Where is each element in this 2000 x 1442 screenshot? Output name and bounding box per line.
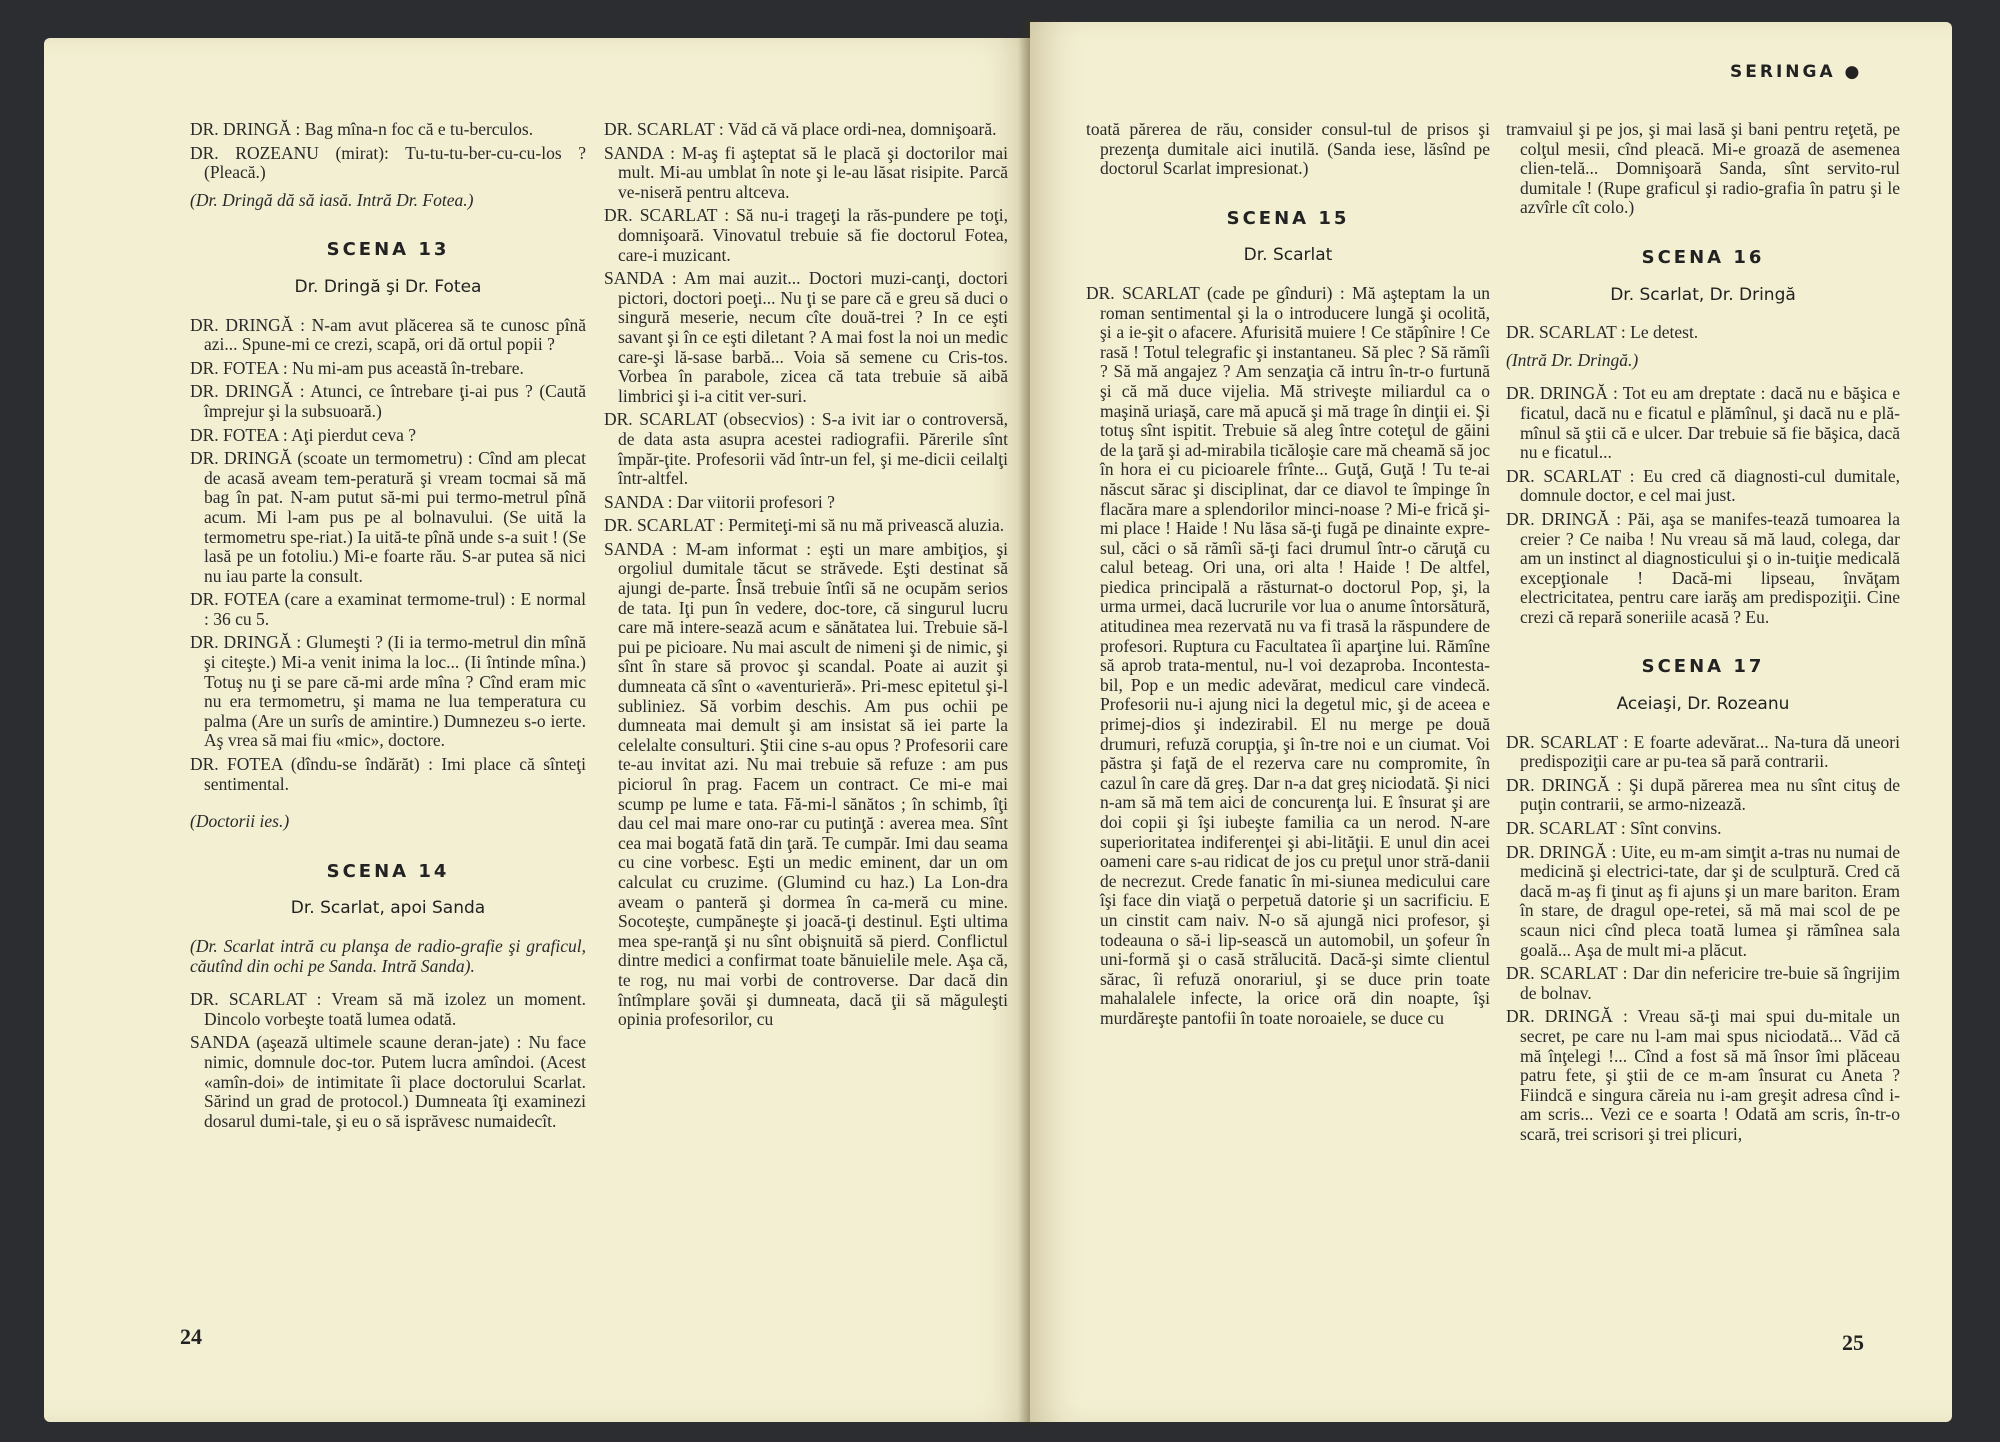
paragraph: DR. DRINGĂ : Glumeşti ? (Ii ia termo-metrul din mînă şi citeşte.) Mi-a venit inima la loc... (Ii întinde mîna.) Totuş nu ţi se pare că-mi arde mîna ? Cînd eram mic nu era termometru, şi mama ne lua temperatura cu palma (Are un surîs de amintire.) Dumnezeu s-o ierte. Aş vrea să mai fiu «mic», doctore. — [190, 632, 586, 751]
paragraph: DR. ROZEANU (mirat): Tu-tu-tu-ber-cu-cu-los ? (Pleacă.) — [190, 142, 586, 183]
paragraph: DR. DRINGĂ : Uite, eu m-am simţit a-tras nu numai de medicină şi electrici-tate, dar şi de sculptură. Cred că dacă m-aş fi ţinut aş fi ajuns şi un mare bariton. Eram în stare, de dragul ope-retei, să mă mai scol de pe scaun nici cînd pleca toată lumea şi rămînea sala goală... Aşa de mult mi-a plăcut. — [1506, 841, 1900, 960]
scene-characters: Dr. Scarlat, apoi Sanda — [290, 898, 486, 919]
left-column-2 — [604, 120, 1008, 1034]
scene-characters: Dr. Scarlat, Dr. Dringă — [1610, 284, 1796, 305]
paragraph: DR. DRINGĂ : Vreau să-ţi mai spui du-mitale un secret, pe care nu l-am mai spus niciodată... Văd că mă înţelegi !... Cînd a fost să mă însor îmi plăceau patru fete, şi ştii de ce m-am însurat cu Aneta ? Fiindcă e singura căreia nu i-am greşit adresa cînd i-am scris... Vezi ce e soarta ! Odată am scris, în-tr-o scară, trei scrisori şi trei plicuri, — [1506, 1006, 1900, 1144]
paragraph: DR. SCARLAT (cade pe gînduri) : Mă aşteptam la un roman sentimental şi la o introducere lungă şi ocolită, şi a ie-şit o afacere. Afurisită muiere ! Ce stăpînire ! Ce rasă ! Totul telegrafic şi instantaneu. Să plec ? Să rămîi ? Să mă angajez ? Am senzaţia că intru în-tr-o furtună şi că mă duce vijelia. Mă striveşte miliardul ca o maşină uriaşă, care mă apucă şi mă trage în dinţii ei. Şi totuş sînt ispitit. Trebuie să aleg între coteţul de găini de la ţară şi ad-mirabila ticăloşie care mă cheamă să joc în hora ei cu picioarele frînte... Guţă, Guţă ! Tu te-ai născut sărac şi disciplinat, dar ce diavol te împinge în flacăra mare a splendorilor minci-noase ? Mi-e frică şi-mi place ! Haide ! Nu lăsa să-ţi fugă pe dinainte expre-sul, căci o să rămîi să-ţi faci drumul într-o căruţă cu calul beteag. Ori una, ori alta ! Haide ! De altfel, piedica principală a răsturnat-o doctorul Pop, şi, la urma urmei, dacă lucrurile vor lua o anume întorsătură, atitudinea mea rezervată nu va fi trasă la răspundere de profesori. Ruptura cu Facultatea îi aparţine lui. Rămîne să aprob trata-mentul, nu-l voi dezaproba. Incontesta-bil, Pop e un medic adevărat, medicul care vindecă. Profesorii nu-i ajung nici la degetul mic, şi de aceea e primej-dios şi indezirabil. El nu merge pe două drumuri, refuză corupţia, şi în-tre noi e un ciumat. Voi păstra şi faţă de el rezerva care nu compromite, în cazul în care dă greş. Dar n-a dat greş niciodată. Şi nici n-am să mă tem aici de concurenţa lui. E însurat şi are doi copii şi îşi iubeşte familia ca un nerod. N-are superioritatea indiferenţei şi abi-lităţii. E unul din acei oameni care s-au ridicat de jos cu preţul unor stră-danii de necrezut. Crede fanatic în mi-siunea medicului care îşi face din viaţă o perpetuă datorie şi un sacrificiu. E un cinstit cam naiv. N-o să ajungă nici profesor, şi todeauna o să-i lip-sească un automobil, un şofeur în uni-formă şi o casă strălucită. Dacă-şi simte clientul sărac, îi refuză onorariul, şi se duce prin toate mahalalele infecte, la orice oră din noapte, îşi murdăreşte pantofii în toate noroaiele, se duce cu — [1086, 282, 1490, 1028]
paragraph: SANDA (aşează ultimele scaune deran-jate) : Nu face nimic, domnule doc-tor. Putem lucra amîndoi. (Acest «amîn-doi» de intimitate îi place doctorului Scarlat. Sărind un grad de protocol.) Dumneata îţi examinezi dosarul dumi-tale, şi eu o să isprăvesc numaidecît. — [190, 1032, 586, 1131]
paragraph: DR. FOTEA (care a examinat termome-trul) : E normal : 36 cu 5. — [190, 589, 586, 629]
scene-heading: SCENA 16 — [1641, 246, 1765, 268]
paragraph: DR. SCARLAT : Să nu-i trageţi la răs-pundere pe toţi, domnişoară. Vinovatul trebuie să fie doctorul Fotea, care-i muzicant. — [604, 205, 1008, 265]
scene-characters: Dr. Scarlat — [1243, 245, 1333, 266]
paragraph: DR. DRINGĂ : Şi după părerea mea nu sînt cituş de puţin contrarii, se armo-nizează. — [1506, 774, 1900, 815]
paragraph: SANDA : M-aş fi aşteptat să le placă şi doctorilor mai mult. Mi-au umblat în note şi le-au lăsat risipite. Parcă ve-niseră pentru altceva. — [604, 142, 1008, 202]
paragraph: DR. SCARLAT : Dar din nefericire tre-buie să îngrijim de bolnav. — [1506, 963, 1900, 1003]
paragraph: DR. SCARLAT : Văd că vă place ordi-nea, domnişoară. — [604, 119, 997, 139]
paragraph: DR. SCARLAT : Eu cred că diagnosti-cul dumitale, domnule doctor, e cel mai just. — [1506, 465, 1900, 506]
stage-direction: (Dr. Scarlat intră cu planşa de radio-grafie şi graficul, căutînd din ochi pe Sanda. Intră Sanda). — [190, 936, 586, 976]
stage-direction: (Doctorii ies.) — [190, 811, 290, 832]
paragraph: DR. DRINGĂ : N-am avut plăcerea să te cunosc pînă azi... Spune-mi ce crezi, scapă, ori dă ortul popii ? — [190, 314, 586, 355]
paragraph: SANDA : M-am informat : eşti un mare ambiţios, şi orgoliul dumitale tăcut se străvede. Eşti destinat să ajungi de-parte. Însă trebuie întîi să ne ocupăm serios de tata. Iţi pun în vedere, doc-tore, că singurul lucru care mă intere-sează acum e sănătatea lui. Trebuie să-l pui pe picioare. Nu mai ascult de nimeni şi de nimic, şi sînt în stare să provoc şi scandal. Poate ai auzit şi dumneata că sînt o «aventurieră». Pri-mesc epitetul şi-l subliniez. Să vorbim deschis. Am pus ochii pe dumneata mai demult şi am insistat să iei parte la celelalte consulturi. Ştii cine s-au opus ? Profesorii care te-au invitat azi. Nu mai trebuie să refuze : am pus piciorul în prag. Facem un contract. Ce mi-e mai scump pe lume e tata. Fă-mi-l sănătos ; în schimb, îţi dau cel mai mare ono-rar cu putinţă : averea mea. Sînt cea mai bogată fată din ţară. Te cumpăr. Imi dau seama cu cine vorbesc. Eşti un medic eminent, dar un om calculat cu cruzime. (Glumind cu haz.) La Lon-dra aveam o panteră şi dormea în ca-meră cu mine. Socoteşte, cumpăneşte şi joacă-ţi destinul. Eşti ultima mea spe-ranţă şi nu sînt obişnuită să pierd. Conflictul dintre medici a confirmat toate bănuielile mele. Aşa că, te rog, nu mai vorbi de controverse. Dar dacă din întîmplare şovăi şi dumneata, dacă ţii să măguleşti opinia profesorilor, cu — [604, 538, 1008, 1030]
paragraph: DR. DRINGĂ : Tot eu am dreptate : dacă nu e băşica e ficatul, dacă nu e ficatul e plămînul, şi dacă nu e plă-mînul să ştii că e ulcer. Dar trebuie să fie băşica, dacă nu e ficatul... — [1506, 383, 1900, 463]
scene-heading: SCENA 15 — [1226, 207, 1350, 229]
scene-characters: Aceiaşi, Dr. Rozeanu — [1616, 694, 1790, 715]
paragraph: SANDA : Dar viitorii profesori ? — [604, 491, 835, 512]
paragraph: DR. FOTEA : Nu mi-am pus această în-trebare. — [190, 357, 524, 378]
running-head: SERINGA ● — [1730, 62, 1863, 82]
right-page — [1030, 22, 1952, 1422]
stage-direction: (Intră Dr. Dringă.) — [1506, 349, 1639, 370]
paragraph: DR. SCARLAT : Vream să mă izolez un moment. Dincolo vorbeşte toată lumea odată. — [190, 989, 586, 1029]
page-number-right: 25 — [1842, 1330, 1864, 1355]
scene-heading: SCENA 17 — [1641, 656, 1765, 678]
scene-heading: SCENA 13 — [326, 239, 450, 261]
paragraph: DR. FOTEA : Aţi pierdut ceva ? — [190, 424, 417, 445]
paragraph: DR. SCARLAT (obsecvios) : S-a ivit iar o controversă, de data asta asupra acestei radiografii. Părerile sînt împăr-ţite. Profesorii văd într-un fel, şi me-dicii ceilalţi într-altfel. — [604, 409, 1008, 489]
paragraph: DR. SCARLAT : Le detest. — [1506, 322, 1699, 343]
paragraph: tramvaiul şi pe jos, şi mai lasă şi bani pentru reţetă, pe colţul mesii, cînd pleacă. Mi-e groază de asemenea clien-telă... Domnişoară Sanda, sînt servito-rul dumitale ! (Rupe graficul şi radio-grafia în patru şi le azvîrle cît colo.) — [1506, 119, 1900, 218]
paragraph: DR. SCARLAT : Permiteţi-mi să nu mă privească aluzia. — [604, 515, 1005, 536]
paragraph: DR. DRINGĂ : Bag mîna-n foc că e tu-berculos. — [190, 119, 534, 139]
paragraph: DR. FOTEA (dîndu-se îndărăt) : Imi place că sînteţi sentimental. — [190, 754, 586, 794]
left-column-1 — [190, 120, 586, 1135]
paragraph: DR. SCARLAT : Sînt convins. — [1506, 818, 1722, 839]
scene-heading: SCENA 14 — [326, 860, 450, 882]
page-number-left: 24 — [180, 1324, 202, 1349]
stage-direction: (Dr. Dringă dă să iasă. Intră Dr. Fotea.) — [190, 189, 474, 210]
paragraph: toată părerea de rău, consider consul-tul de prisos şi prezenţa dumitale aici inutilă. (Sanda iese, lăsînd pe doctorul Scarlat impresionat.) — [1086, 119, 1490, 179]
scene-characters: Dr. Dringă şi Dr. Fotea — [294, 276, 482, 297]
paragraph: DR. DRINGĂ : Păi, aşa se manifes-tează tumoarea la creier ? Ce naiba ! Nu vreau să mă laud, colega, dar am un instinct al diagnosticului şi o in-tuiţie medicală excepţionale ! Dacă-mi lipseau, învăţam electricitatea, pentru care iarăş am predispoziţii. Cine crezi că repară soneriile acasă ? Eu. — [1506, 508, 1900, 627]
paragraph: DR. SCARLAT : E foarte adevărat... Na-tura dă uneori predispoziţii care ar pu-tea să pară contrarii. — [1506, 731, 1900, 772]
right-column-1 — [1086, 120, 1490, 1033]
paragraph: DR. DRINGĂ : Atunci, ce întrebare ţi-ai pus ? (Caută împrejur şi la subsuoară.) — [190, 381, 586, 421]
paragraph: SANDA : Am mai auzit... Doctori muzi-canţi, doctori pictori, doctori poeţi... Nu ţi se pare că e greu să duci o singură meserie, necum cîte două-trei ? In ce eşti savant şi în ce eşti diletant ? A mai fost la noi un medic care-şi lă-sase barbă... Voia să semene cu Cris-tos. Vorbea în parabole, zicea că tata trebuie să aibă limbrici şi i-a citit ver-suri. — [604, 268, 1008, 406]
right-column-2 — [1506, 120, 1900, 1149]
paragraph: DR. DRINGĂ (scoate un termometru) : Cînd am plecat de acasă aveam tem-peratură şi vream tocmai să mă bag în pat. N-am putut să-mi pui termo-metrul pînă acum. Mi l-am pus pe al bolnavului. (Se uită la termometru spe-riat.) Ia uită-te pînă unde s-a suit ! (Se lasă pe un fotoliu.) Mi-e foarte rău. S-ar putea să nici nu iau parte la consult. — [190, 448, 586, 586]
left-page — [44, 38, 1030, 1422]
